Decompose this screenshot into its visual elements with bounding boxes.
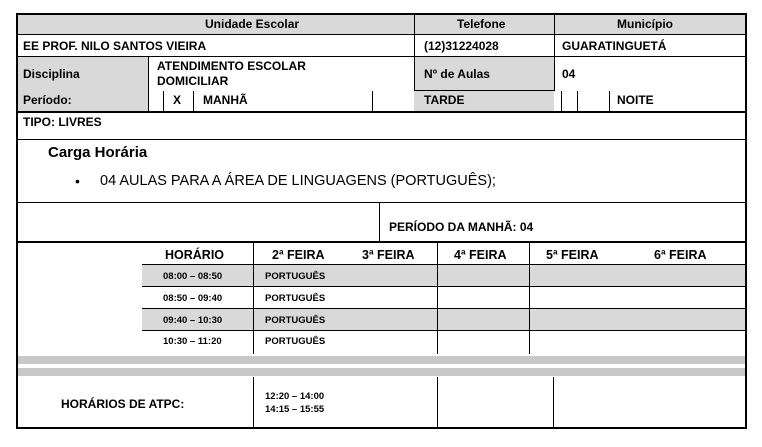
row-monday-2: PORTUGUÊS: [265, 293, 326, 304]
night-label: NOITE: [617, 93, 654, 107]
col-header-tuesday: 3ª FEIRA: [362, 248, 415, 262]
period-label: Período:: [23, 93, 72, 107]
col-header-time: HORÁRIO: [165, 248, 225, 262]
row-time-2: 08:50 – 09:40: [163, 293, 223, 304]
discipline-label: Disciplina: [23, 67, 80, 81]
row-time-1: 08:00 – 08:50: [163, 271, 223, 282]
lessons-value: 04: [562, 67, 576, 81]
lessons-label: Nº de Aulas: [424, 67, 490, 81]
morning-label: MANHÃ: [203, 93, 248, 107]
phone-label: Telefone: [457, 17, 506, 31]
row-bg-1: [142, 265, 746, 286]
workload-bullet: •: [75, 173, 80, 189]
discipline-value-line2: DOMICILIAR: [157, 74, 229, 88]
atpc-time-1: 12:20 – 14:00: [265, 391, 325, 402]
col-header-wednesday: 4ª FEIRA: [454, 248, 507, 262]
phone-value: (12)31224028: [424, 39, 499, 53]
workload-item: 04 AULAS PARA A ÁREA DE LINGUAGENS (PORTUGUÊS);: [100, 173, 496, 189]
col-header-thursday: 5ª FEIRA: [546, 248, 599, 262]
row-time-4: 10:30 – 11:20: [163, 336, 222, 347]
discipline-value-line1: ATENDIMENTO ESCOLAR: [157, 59, 306, 73]
col-header-monday: 2ª FEIRA: [272, 248, 325, 262]
separator-bar-2: [16, 368, 746, 376]
row-bg-3: [142, 309, 746, 330]
morning-mark: X: [173, 93, 182, 107]
city-value: GUARATINGUETÁ: [562, 39, 667, 53]
separator-bar-1: [16, 356, 746, 364]
type-label: TIPO: LIVRES: [23, 115, 102, 129]
col-header-friday: 6ª FEIRA: [654, 248, 707, 262]
atpc-label: HORÁRIOS DE ATPC:: [61, 397, 185, 411]
row-monday-4: PORTUGUÊS: [265, 336, 326, 347]
atpc-time-2: 14:15 – 15:55: [265, 404, 325, 415]
school-label: Unidade Escolar: [205, 17, 300, 31]
city-label: Município: [617, 17, 673, 31]
row-monday-1: PORTUGUÊS: [265, 271, 326, 282]
row-time-3: 09:40 – 10:30: [163, 315, 223, 326]
row-monday-3: PORTUGUÊS: [265, 315, 326, 326]
workload-title: Carga Horária: [48, 144, 148, 161]
period-summary: PERÍODO DA MANHÃ: 04: [389, 220, 534, 234]
afternoon-label: TARDE: [424, 93, 465, 107]
school-value: EE PROF. NILO SANTOS VIEIRA: [23, 39, 207, 53]
